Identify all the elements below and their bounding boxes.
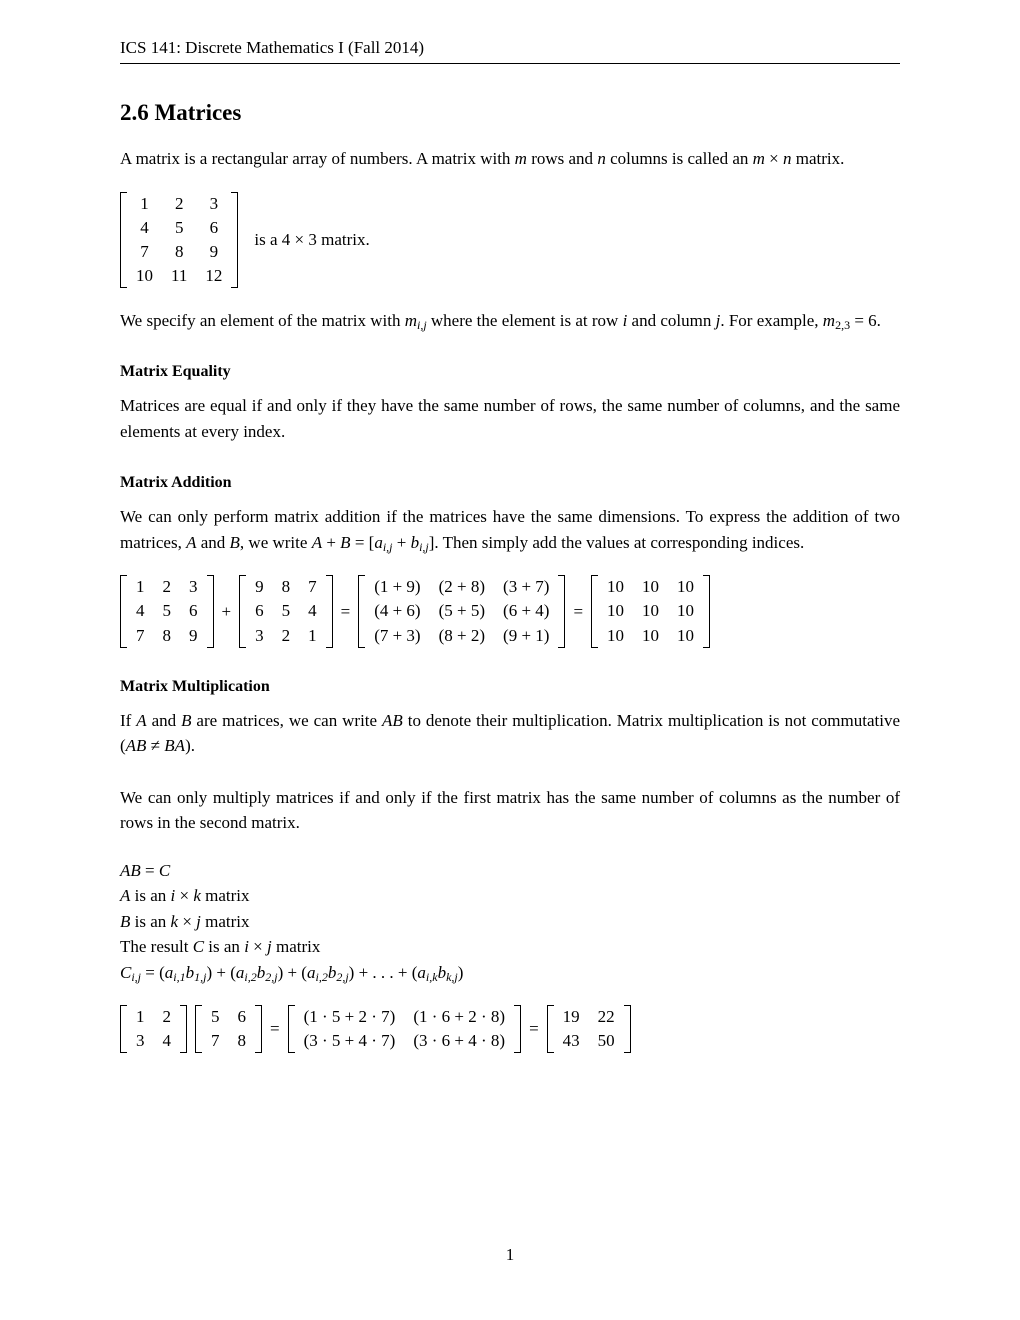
heading-matrix-addition: Matrix Addition bbox=[120, 474, 232, 492]
matrix-left-bracket bbox=[591, 575, 598, 647]
matrix-grid bbox=[246, 575, 326, 647]
matrix-cell: (1 + 9) bbox=[374, 577, 421, 597]
matrix-cell: 22 bbox=[597, 1007, 615, 1027]
example-matrix bbox=[120, 192, 238, 288]
matrix-cell: (3 · 5 + 4 · 7) bbox=[303, 1031, 396, 1051]
addition-equation bbox=[120, 575, 900, 647]
matrix-cell: 12 bbox=[205, 265, 223, 285]
matrix-right-bracket bbox=[207, 575, 214, 647]
intro-paragraph: A matrix is a rectangular array of numbers. A matrix with m rows and n columns is called an m × n matrix. bbox=[120, 149, 845, 168]
plus-operator: + bbox=[221, 601, 232, 621]
matrix-cell: 5 bbox=[281, 601, 291, 621]
matrix-cell: 4 bbox=[140, 217, 149, 237]
matrix-grid bbox=[365, 575, 558, 647]
matrix-cell: 11 bbox=[171, 265, 188, 285]
matrix-row bbox=[127, 624, 207, 648]
matrix-cell: (3 · 6 + 4 · 8) bbox=[413, 1031, 506, 1051]
matrix-right-bracket bbox=[703, 575, 710, 647]
matrix-right-bracket bbox=[624, 1005, 631, 1053]
matrix-cell: (4 + 6) bbox=[374, 601, 421, 621]
matrix-grid bbox=[598, 575, 703, 647]
matrix-cell: 43 bbox=[562, 1031, 580, 1051]
matrix-row bbox=[127, 216, 231, 240]
matrix-cell: 10 bbox=[136, 265, 153, 285]
matrix-left-bracket bbox=[120, 192, 127, 288]
matrix-right-bracket bbox=[180, 1005, 187, 1053]
page-number: 1 bbox=[505, 1245, 515, 1264]
matrix-cell: 10 bbox=[642, 625, 660, 645]
matrix-cell: 7 bbox=[308, 577, 317, 597]
section-title: 2.6 Matrices bbox=[120, 100, 242, 125]
multiplication-equation bbox=[120, 1005, 900, 1053]
matrix-cell: 1 bbox=[308, 625, 317, 645]
matrix-right-bracket bbox=[514, 1005, 521, 1053]
equality-paragraph: Matrices are equal if and only if they have the same number of rows, the same number of columns, and the same elements at every index. bbox=[120, 396, 900, 441]
matrix-cell: 6 bbox=[209, 217, 219, 237]
matrix-row bbox=[365, 599, 558, 623]
matrix-cell: 10 bbox=[677, 577, 695, 597]
matrix-cell: 8 bbox=[237, 1031, 246, 1051]
matrix-left-bracket bbox=[120, 1005, 127, 1053]
equals-operator: = bbox=[270, 1019, 280, 1039]
matrix-cell: 4 bbox=[162, 1031, 171, 1051]
matrix-cell: 19 bbox=[562, 1007, 580, 1027]
matrix-row bbox=[246, 624, 326, 648]
matrix-cell: (3 + 7) bbox=[503, 577, 550, 597]
matrix-cell: 2 bbox=[162, 1007, 171, 1027]
matrix-cell: 10 bbox=[677, 601, 695, 621]
matrix-cell: 2 bbox=[162, 577, 171, 597]
definition-line-b-dimensions: B is an k × j matrix bbox=[120, 911, 250, 931]
example-matrix-caption: is a 4 × 3 matrix. bbox=[254, 229, 370, 249]
matrix-cell: (1 · 6 + 2 · 8) bbox=[413, 1007, 506, 1027]
matrix-cell: (5 + 5) bbox=[438, 601, 486, 621]
matrix-right-bracket bbox=[558, 575, 565, 647]
matrix-grid bbox=[554, 1005, 624, 1053]
heading-matrix-equality: Matrix Equality bbox=[120, 363, 231, 381]
matrix-cell: (9 + 1) bbox=[503, 625, 550, 645]
matrix-row bbox=[202, 1005, 255, 1029]
multiplication-expression-matrix bbox=[288, 1005, 521, 1053]
multiplication-definition-lines bbox=[120, 858, 900, 986]
matrix-left-bracket bbox=[195, 1005, 202, 1053]
matrix-grid bbox=[127, 1005, 180, 1053]
page-footer bbox=[0, 1245, 1020, 1265]
matrix-cell: 9 bbox=[189, 625, 198, 645]
matrix-row bbox=[554, 1029, 624, 1053]
matrix-cell: 10 bbox=[677, 625, 695, 645]
addition-matrix-a bbox=[120, 575, 214, 647]
matrix-right-bracket bbox=[255, 1005, 262, 1053]
matrix-cell: 8 bbox=[281, 577, 291, 597]
matrix-row bbox=[598, 599, 703, 623]
matrix-row bbox=[554, 1005, 624, 1029]
example-matrix-line bbox=[120, 192, 900, 288]
matrix-cell: 7 bbox=[136, 625, 145, 645]
matrix-cell: 6 bbox=[255, 601, 264, 621]
matrix-cell: (6 + 4) bbox=[503, 601, 550, 621]
matrix-row bbox=[295, 1029, 514, 1053]
matrix-row bbox=[127, 599, 207, 623]
matrix-row bbox=[246, 599, 326, 623]
matrix-cell: 5 bbox=[174, 217, 184, 237]
matrix-cell: 8 bbox=[162, 625, 171, 645]
matrix-cell: 9 bbox=[255, 577, 264, 597]
matrix-cell: 4 bbox=[308, 601, 317, 621]
matrix-left-bracket bbox=[120, 575, 127, 647]
matrix-cell: 8 bbox=[174, 241, 184, 261]
equals-operator: = bbox=[573, 601, 584, 621]
matrix-row bbox=[365, 575, 558, 599]
multiplication-matrix-a bbox=[120, 1005, 187, 1053]
matrix-right-bracket bbox=[231, 192, 238, 288]
addition-matrix-b bbox=[239, 575, 333, 647]
multiplication-paragraph-1: If A and B are matrices, we can write AB to denote their multiplication. Matrix multiplication is not commutative (AB ≠ BA). bbox=[120, 710, 900, 756]
matrix-row bbox=[598, 575, 703, 599]
definition-line-c-dimensions: The result C is an i × j matrix bbox=[120, 937, 321, 957]
matrix-cell: 3 bbox=[209, 193, 219, 213]
matrix-cell: 50 bbox=[597, 1031, 615, 1051]
matrix-cell: 7 bbox=[140, 241, 149, 261]
matrix-row bbox=[365, 624, 558, 648]
matrix-cell: 6 bbox=[237, 1007, 246, 1027]
multiplication-matrix-b bbox=[195, 1005, 262, 1053]
matrix-left-bracket bbox=[239, 575, 246, 647]
matrix-cell: 10 bbox=[607, 577, 625, 597]
matrix-cell: 6 bbox=[189, 601, 198, 621]
matrix-right-bracket bbox=[326, 575, 333, 647]
matrix-cell: 10 bbox=[642, 601, 660, 621]
multiplication-result-matrix bbox=[547, 1005, 631, 1053]
matrix-grid bbox=[295, 1005, 514, 1053]
matrix-cell: 5 bbox=[162, 601, 171, 621]
matrix-left-bracket bbox=[358, 575, 365, 647]
matrix-left-bracket bbox=[288, 1005, 295, 1053]
course-header: ICS 141: Discrete Mathematics I (Fall 2014) bbox=[120, 38, 425, 57]
addition-paragraph: We can only perform matrix addition if the matrices have the same dimensions. To express the addition of two matrices, A and B, we write $A + B = [a_{i,j} + b_{i,j}]$. Then simply add the values at corresponding indices. bbox=[120, 507, 900, 554]
matrix-grid bbox=[127, 192, 231, 288]
matrix-cell: 10 bbox=[607, 601, 625, 621]
matrix-cell: 1 bbox=[136, 577, 145, 597]
element-note-paragraph: We specify an element of the matrix with $m_{i,j}$ where the element is at row i and column j. For example, $m_{2,3} = 6$. bbox=[120, 310, 881, 332]
matrix-grid bbox=[127, 575, 207, 647]
matrix-cell: 4 bbox=[136, 601, 145, 621]
matrix-row bbox=[127, 240, 231, 264]
definition-line-c-formula: $C_{i,j} = (a_{i,1}b_{1,j}) + (a_{i,2}b_{2,j}) + (a_{i,2}b_{2,j})$ + . . . + $(a_{i,k}b_{k,j})$ bbox=[120, 962, 464, 984]
matrix-row bbox=[246, 575, 326, 599]
multiplication-paragraph-2: We can only multiply matrices if and only if the first matrix has the same number of columns as the number of rows in the second matrix. bbox=[120, 787, 900, 833]
matrix-cell: (2 + 8) bbox=[438, 577, 486, 597]
matrix-cell: 10 bbox=[642, 577, 660, 597]
matrix-cell: 3 bbox=[189, 577, 198, 597]
addition-expression-matrix bbox=[358, 575, 565, 647]
matrix-row bbox=[202, 1029, 255, 1053]
matrix-row bbox=[295, 1005, 514, 1029]
matrix-row bbox=[127, 1005, 180, 1029]
matrix-cell: 1 bbox=[140, 193, 149, 213]
matrix-cell: 7 bbox=[211, 1031, 220, 1051]
definition-line-a-dimensions: A is an i × k matrix bbox=[120, 886, 250, 906]
matrix-cell: (8 + 2) bbox=[438, 625, 486, 645]
matrix-grid bbox=[202, 1005, 255, 1053]
matrix-cell: 1 bbox=[136, 1007, 145, 1027]
matrix-row bbox=[127, 264, 231, 288]
matrix-row bbox=[598, 624, 703, 648]
matrix-cell: 2 bbox=[174, 193, 184, 213]
matrix-cell: 10 bbox=[607, 625, 625, 645]
page-header bbox=[120, 38, 900, 64]
equals-operator: = bbox=[340, 601, 351, 621]
matrix-cell: 5 bbox=[211, 1007, 220, 1027]
matrix-cell: 9 bbox=[209, 241, 219, 261]
matrix-cell: (1 · 5 + 2 · 7) bbox=[303, 1007, 396, 1027]
matrix-left-bracket bbox=[547, 1005, 554, 1053]
addition-result-matrix bbox=[591, 575, 710, 647]
matrix-cell: 2 bbox=[281, 625, 291, 645]
matrix-row bbox=[127, 575, 207, 599]
equals-operator: = bbox=[529, 1019, 539, 1039]
heading-matrix-multiplication: Matrix Multiplication bbox=[120, 677, 270, 695]
matrix-cell: (7 + 3) bbox=[374, 625, 421, 645]
matrix-row bbox=[127, 192, 231, 216]
matrix-cell: 3 bbox=[136, 1031, 145, 1051]
definition-line-ab-equals-c: AB = C bbox=[120, 860, 171, 880]
matrix-cell: 3 bbox=[255, 625, 264, 645]
matrix-row bbox=[127, 1029, 180, 1053]
